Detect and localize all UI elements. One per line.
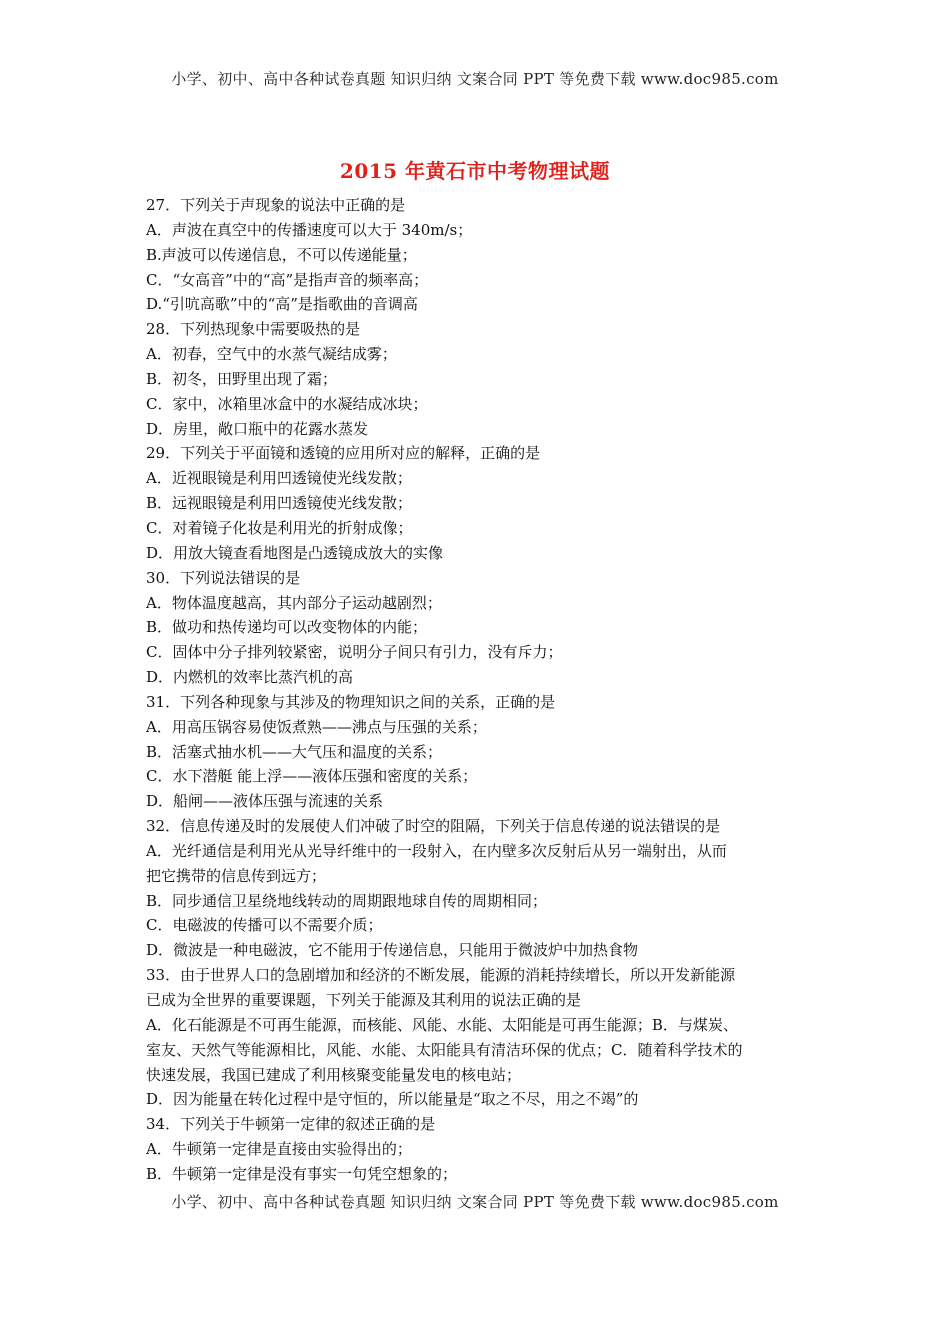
text-line: 33．由于世界人口的急剧增加和经济的不断发展，能源的消耗持续增长，所以开发新能源 (146, 966, 736, 985)
text-line: A．牛顿第一定律是直接由实验得出的； (146, 1140, 412, 1159)
page-header: 小学、初中、高中各种试卷真题 知识归纳 文案合同 PPT 等免费下载 www.doc985.com (171, 70, 779, 88)
text-line: D．用放大镜查看地图是凸透镜成放大的实像 (146, 543, 444, 562)
text-line: A．化石能源是不可再生能源，而核能、风能、水能、太阳能是可再生能源；B．与煤炭、 (146, 1015, 738, 1034)
text-line: A．光纤通信是利用光从光导纤维中的一段射入，在内壁多次反射后从另一端射出，从而 (146, 841, 727, 860)
text-line: C．固体中分子排列较紧密，说明分子间只有引力，没有斥力； (146, 643, 563, 662)
text-line: D.“引吭高歌”中的“高”是指歌曲的音调高 (146, 295, 418, 314)
page-title: 2015 年黄石市中考物理试题 (339, 159, 611, 183)
text-line: C．家中，冰箱里冰盒中的水凝结成冰块； (146, 394, 428, 413)
text-line: B．初冬，田野里出现了霜； (146, 369, 338, 388)
text-line: 27．下列关于声现象的说法中正确的是 (146, 196, 406, 214)
text-line: 32．信息传递及时的发展使人们冲破了时空的阻隔，下列关于信息传递的说法错误的是 (146, 817, 721, 836)
text-line: D．房里，敞口瓶中的花露水蒸发 (146, 419, 369, 438)
text-line: A．用高压锅容易使饭煮熟——沸点与压强的关系； (146, 717, 487, 736)
text-line: C．对着镜子化妆是利用光的折射成像； (146, 518, 413, 537)
text-line: A．近视眼镜是利用凹透镜使光线发散； (146, 469, 412, 488)
text-line: B.声波可以传递信息，不可以传递能量； (146, 245, 417, 264)
text-line: 30．下列说法错误的是 (146, 568, 301, 587)
text-line: 34．下列关于牛顿第一定律的叙述正确的是 (146, 1115, 436, 1134)
text-line: 把它携带的信息传到远方； (146, 866, 327, 885)
text-line: 29．下列关于平面镜和透镜的应用所对应的解释，正确的是 (146, 444, 541, 463)
text-line: B．做功和热传递均可以改变物体的内能； (146, 618, 428, 637)
text-line: 31．下列各种现象与其涉及的物理知识之间的关系，正确的是 (146, 692, 556, 711)
text-line: C．“女高音”中的“高”是指声音的频率高； (146, 270, 429, 289)
text-line: B．同步通信卫星绕地线转动的周期跟地球自传的周期相同； (146, 891, 548, 910)
text-line: B．牛顿第一定律是没有事实一句凭空想象的； (146, 1164, 458, 1183)
text-line: C．电磁波的传播可以不需要介质； (146, 916, 383, 935)
text-line: D．内燃机的效率比蒸汽机的高 (146, 668, 354, 687)
text-line: D．因为能量在转化过程中是守恒的，所以能量是“取之不尽，用之不竭”的 (146, 1090, 639, 1109)
text-line: D．微波是一种电磁波，它不能用于传递信息，只能用于微波炉中加热食物 (146, 941, 639, 960)
text-line: 28．下列热现象中需要吸热的是 (146, 320, 361, 339)
text-line: 快速发展，我国已建成了利用核聚变能量发电的核电站； (146, 1065, 522, 1084)
text-line: 室友、天然气等能源相比，风能、水能、太阳能具有清洁环保的优点；C．随着科学技术的 (146, 1040, 743, 1059)
text-line: A．初春，空气中的水蒸气凝结成雾； (146, 345, 397, 364)
exam-content (146, 193, 814, 1187)
page-footer: 小学、初中、高中各种试卷真题 知识归纳 文案合同 PPT 等免费下载 www.doc985.com (171, 1193, 779, 1211)
text-line: C．水下潜艇 能上浮——液体压强和密度的关系； (146, 767, 478, 786)
text-line: A．声波在真空中的传播速度可以大于 340m/s； (146, 220, 473, 239)
text-line: D．船闸——液体压强与流速的关系 (146, 792, 384, 811)
text-line: A．物体温度越高，其内部分子运动越剧烈； (146, 593, 442, 612)
text-line: B．远视眼镜是利用凹透镜使光线发散； (146, 494, 413, 513)
text-line: 已成为全世界的重要课题，下列关于能源及其利用的说法正确的是 (146, 991, 582, 1009)
text-line: B．活塞式抽水机——大气压和温度的关系； (146, 742, 443, 761)
